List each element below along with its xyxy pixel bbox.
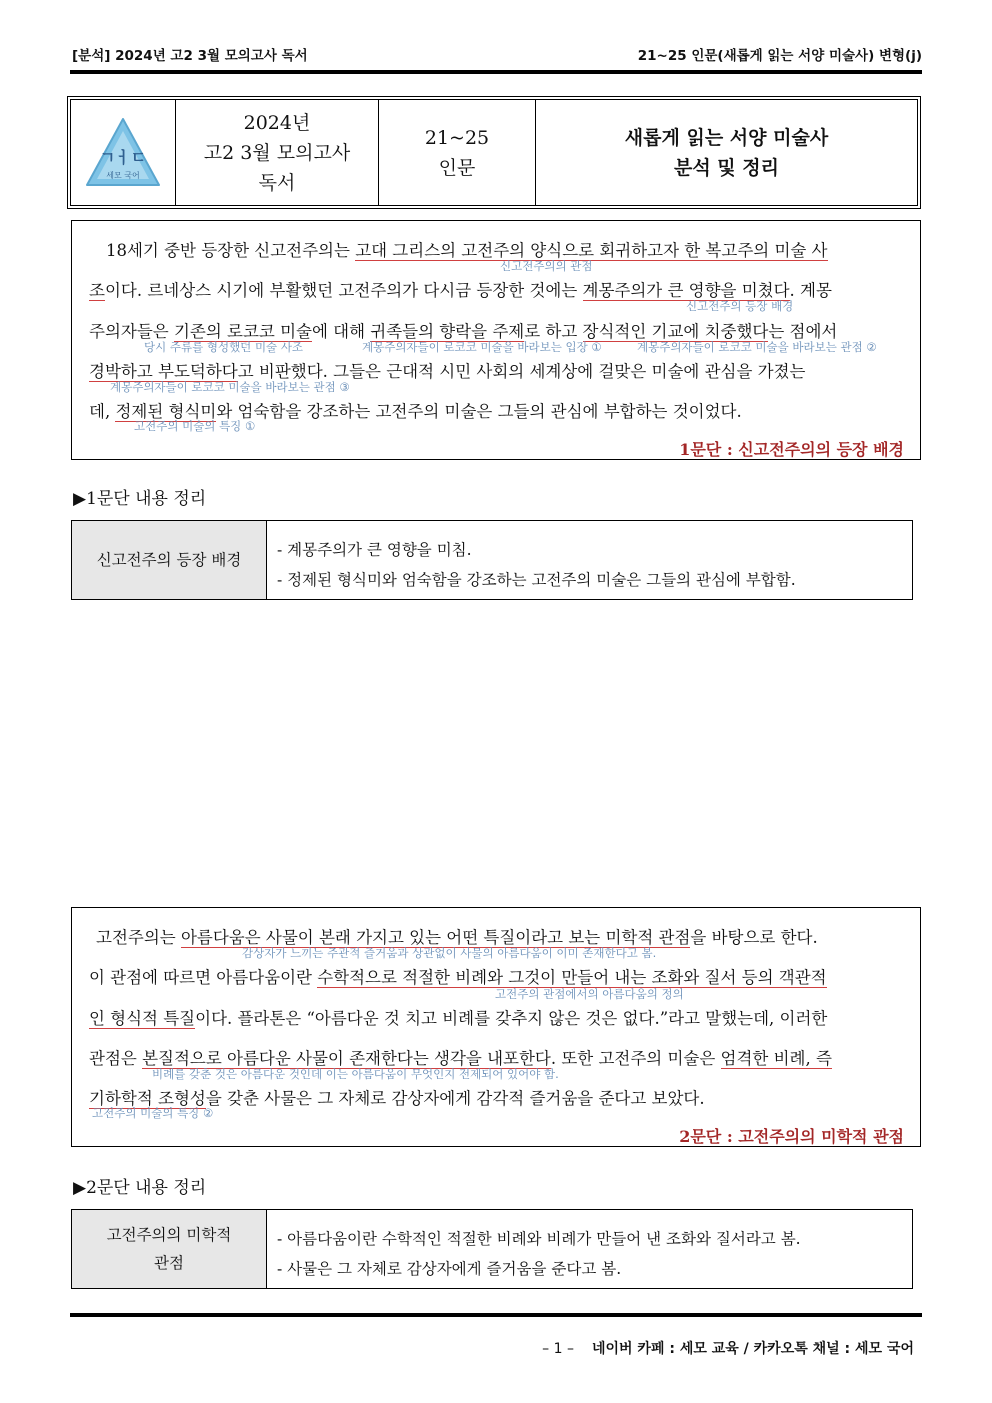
svg-text:세모 국어: 세모 국어	[106, 170, 140, 180]
logo-cell	[71, 100, 176, 205]
paragraph-caption: 2문단 : 고전주의의 미학적 관점	[679, 1127, 904, 1146]
passage-2	[71, 907, 921, 1147]
underline: 계몽주의가 큰 영향을 미쳤다	[582, 281, 790, 300]
summary-item: - 사물은 그 자체로 감상자에게 즐거움을 준다고 봄.	[277, 1260, 622, 1278]
summary-heading: ▶1문단 내용 정리	[73, 489, 207, 509]
doc-title: 새롭게 읽는 서양 미술사 분석 및 정리	[624, 126, 829, 179]
underline: 고대 그리스의 고전주의 양식으로 회귀하고자 한 복고주의 미술 사	[355, 241, 828, 260]
summary-table-2	[71, 1209, 913, 1289]
passage-line: 기하학적 조형성을 갖춘 사물은 그 자체로 감상자에게 감각적 즐거움을 준다고 보았다.	[89, 1089, 705, 1108]
header-rule	[70, 70, 922, 74]
annotation: 고전주의 미술의 특징 ②	[92, 1106, 214, 1120]
summary-table-1	[71, 520, 913, 600]
passage-1	[71, 220, 921, 460]
paragraph-caption: 1문단 : 신고전주의의 등장 배경	[679, 440, 904, 459]
footer-text: 네이버 카페 : 세모 교육 / 카카오톡 채널 : 세모 국어	[591, 1341, 914, 1357]
passage-line: 인 형식적 특질이다. 플라톤은 “아름다운 것 치고 비례를 갖추지 않은 것은 없다.”라고 말했는데, 이러한	[89, 1009, 828, 1028]
summary-item: - 아름다움이란 수학적인 적절한 비례와 비례가 만들어 낸 조화와 질서라고 봄.	[277, 1230, 801, 1248]
passage-line: 고전주의는 아름다움은 사물이 본래 가지고 있는 어떤 특질이라고 보는 미학적 관점을 바탕으로 한다.	[96, 928, 818, 947]
semo-logo-icon	[83, 113, 163, 193]
passage-line: 경박하고 부도덕하다고 비판했다. 그들은 근대적 시민 사회의 세계상에 걸맞은 미술에 관심을 가졌는	[89, 362, 806, 381]
passage-line: 데, 정제된 형식미와 엄숙함을 강조하는 고전주의 미술은 그들의 관심에 부합하는 것이었다.	[89, 402, 742, 421]
passage-line: 관점은 본질적으로 아름다운 사물이 존재한다는 생각을 내포한다. 또한 고전주의 미술은 엄격한 비례, 즉	[89, 1049, 832, 1068]
page-header	[72, 44, 922, 66]
page-footer	[542, 1338, 914, 1358]
annotation: 계몽주의자들이 로코코 미술을 바라보는 관점 ③	[110, 380, 350, 394]
header-left: [분석] 2024년 고2 3월 모의고사 독서	[72, 48, 308, 64]
annotation: 신고전주의의 관점	[500, 259, 593, 273]
annotation: 신고전주의 등장 배경	[686, 299, 794, 313]
summary-heading: ▶2문단 내용 정리	[73, 1178, 207, 1198]
page-number: – 1 –	[542, 1341, 574, 1357]
exam-cell: 2024년 고2 3월 모의고사 독서	[176, 100, 379, 205]
passage-line: 이 관점에 따르면 아름다움이란 수학적으로 적절한 비례와 그것이 만들어 내는 조화와 질서 등의 객관적	[89, 968, 827, 987]
annotation: 당시 주류를 형성했던 미술 사조	[144, 340, 304, 354]
summary-item: - 계몽주의가 큰 영향을 미침.	[277, 541, 472, 559]
summary-values	[267, 521, 912, 599]
annotation: 고전주의 미술의 특징 ①	[134, 419, 256, 433]
annotation: 감상자가 느끼는 주관적 즐거움과 상관없이 사물의 아름다움이 이미 존재한다고 봄.	[242, 946, 657, 960]
passage-line: 18세기 중반 등장한 신고전주의는 고대 그리스의 고전주의 양식으로 회귀하고자 한 복고주의 미술 사	[106, 241, 828, 260]
svg-text:ㄱㅓㄷ: ㄱㅓㄷ	[99, 147, 147, 167]
summary-values	[267, 1210, 912, 1288]
summary-key: 고전주의의 미학적 관점	[72, 1210, 267, 1288]
annotation: 계몽주의자들이 로코코 미술을 바라보는 관점 ②	[637, 340, 877, 354]
section-cell: 21~25 인문	[379, 100, 536, 205]
passage-line: 조이다. 르네상스 시기에 부활했던 고전주의가 다시금 등장한 것에는 계몽주의가 큰 영향을 미쳤다. 계몽	[89, 281, 832, 300]
passage-line: 주의자들은 기존의 로코코 미술에 대해 귀족들의 향락을 주제로 하고 장식적인 기교에 치중했다는 점에서	[89, 322, 838, 341]
title-table	[70, 99, 918, 206]
header-right: 21~25 인문(새롭게 읽는 서양 미술사) 변형(j)	[637, 48, 922, 64]
summary-item: - 정제된 형식미와 엄숙함을 강조하는 고전주의 미술은 그들의 관심에 부합함.	[277, 571, 796, 589]
annotation: 비례를 갖춘 것은 아름다운 것인데 이는 아름다움이 무엇인지 전제되어 있어야 함.	[152, 1067, 559, 1081]
annotation: 고전주의 관점에서의 아름다움의 정의	[495, 987, 684, 1001]
footer-rule	[70, 1313, 922, 1317]
summary-key: 신고전주의 등장 배경	[72, 521, 267, 599]
annotation: 계몽주의자들이 로코코 미술을 바라보는 입장 ①	[362, 340, 602, 354]
